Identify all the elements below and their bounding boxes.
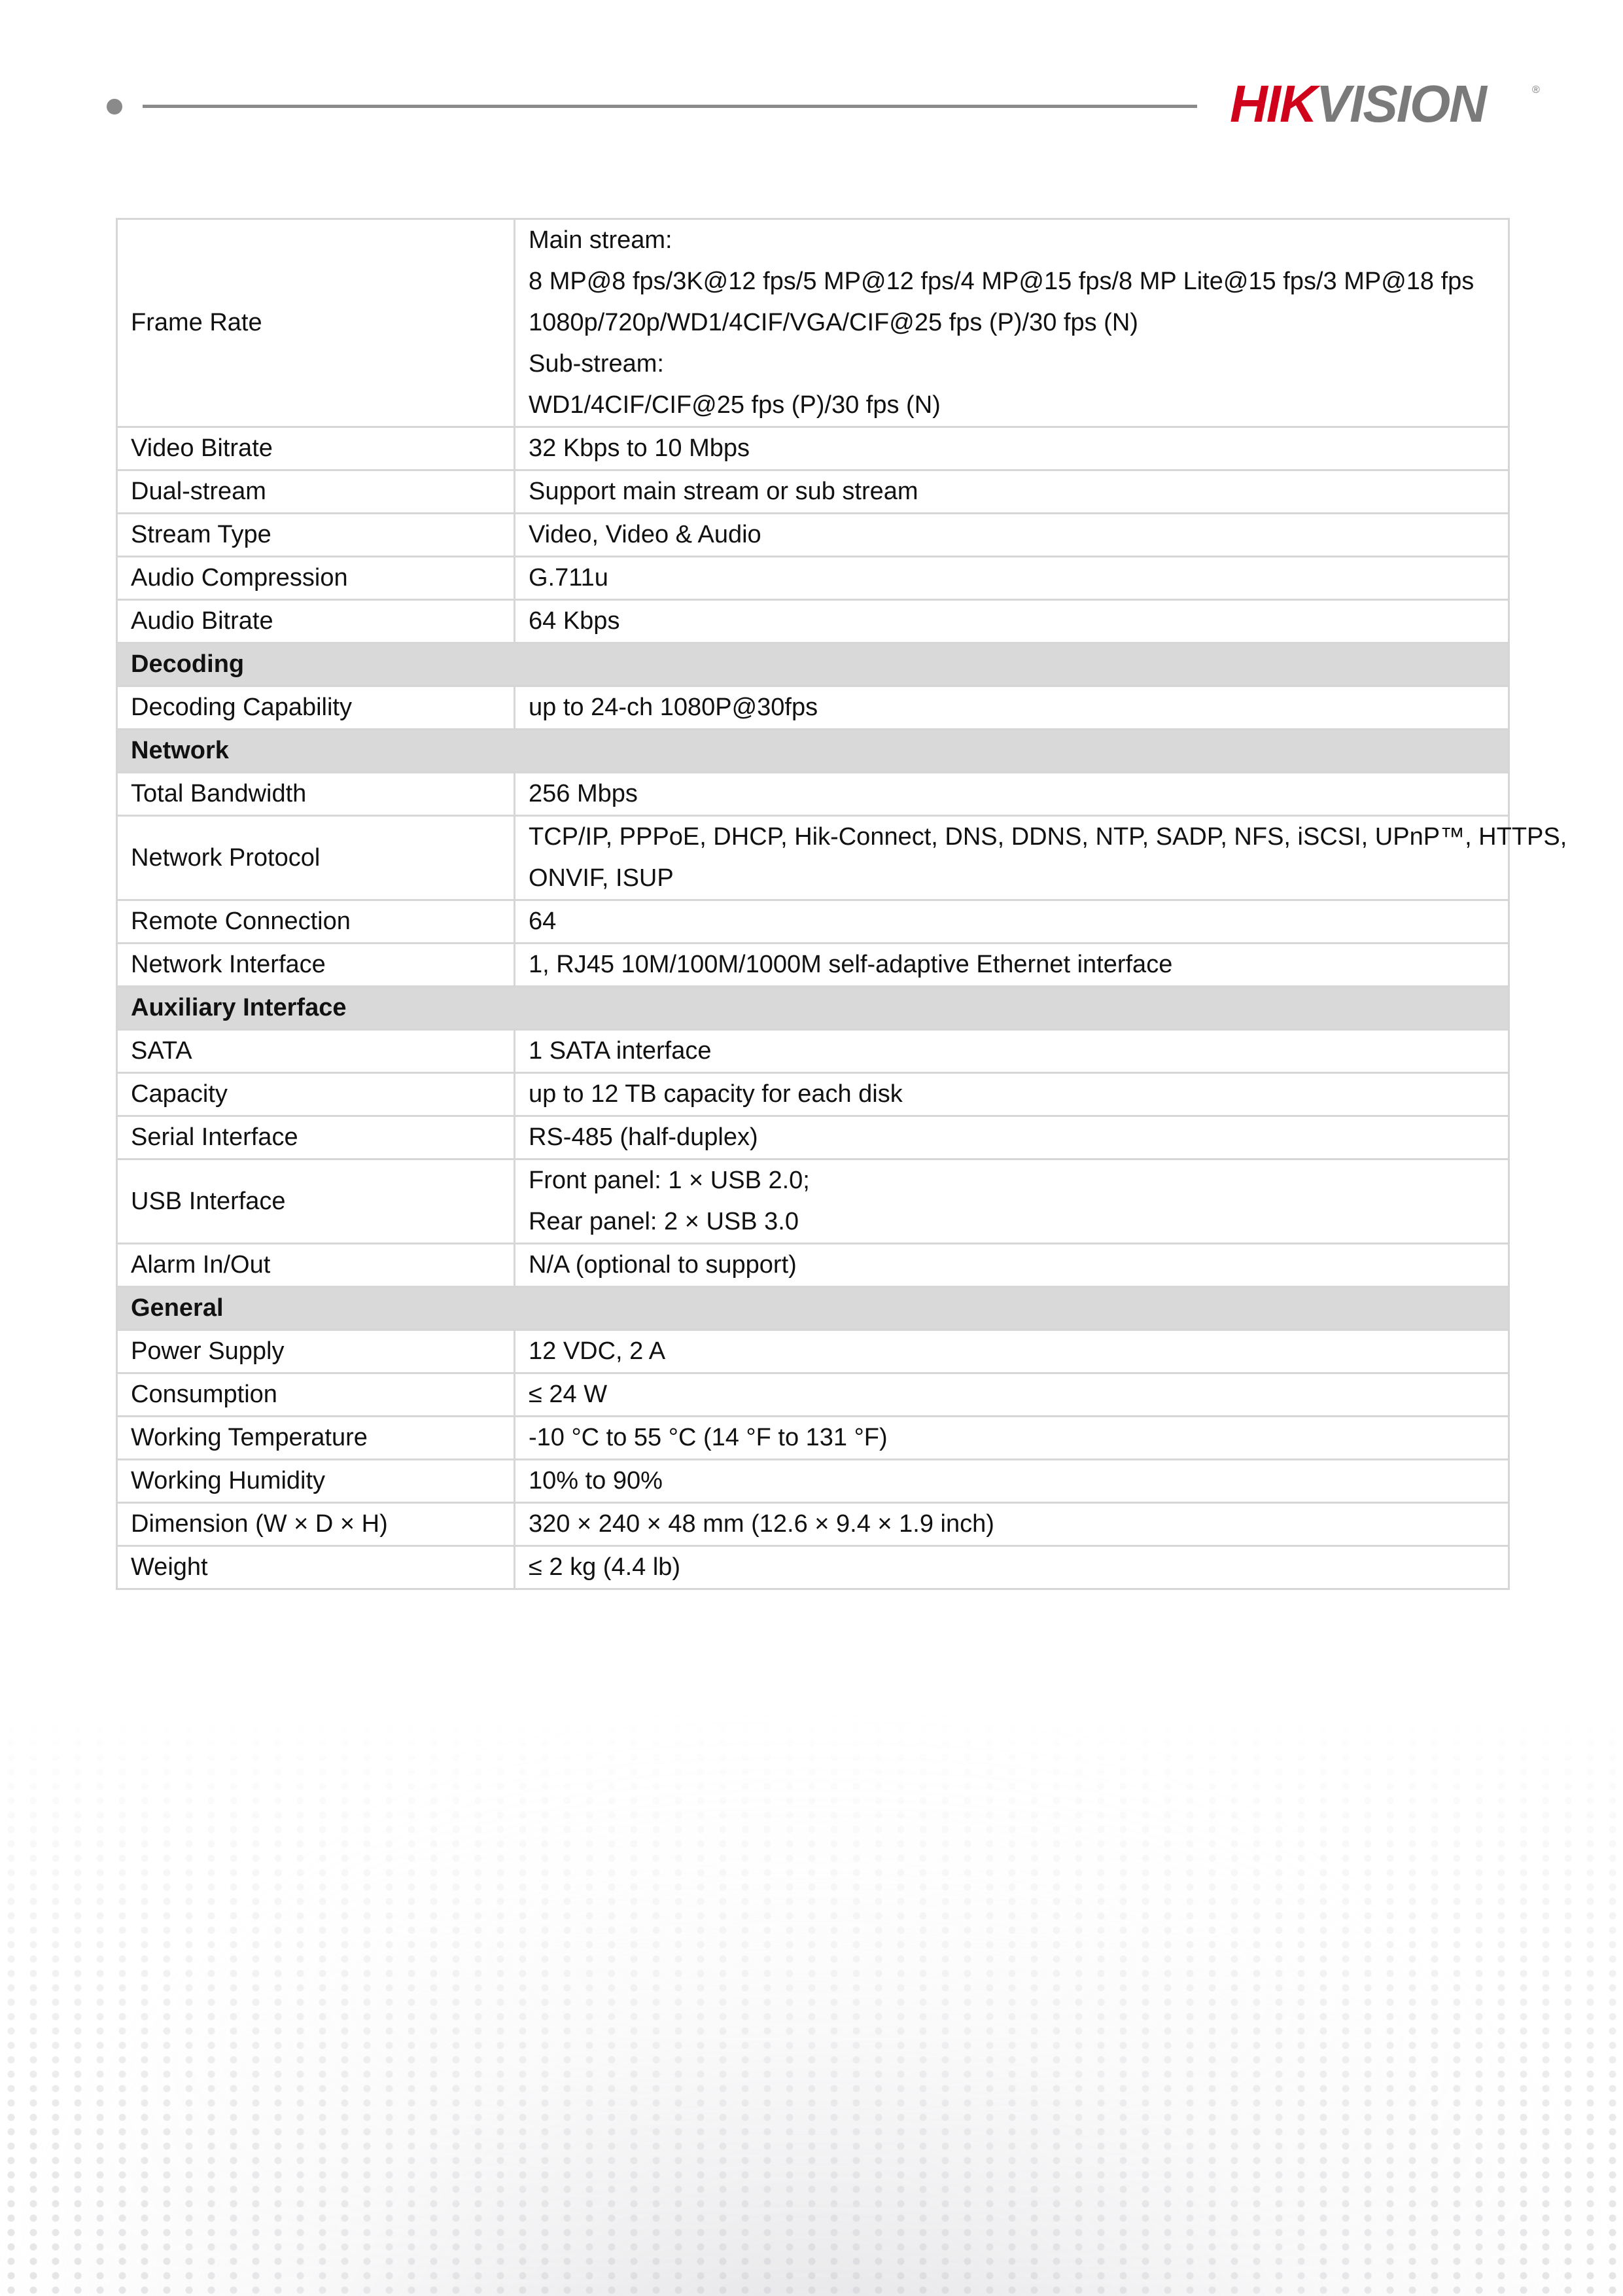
spec-row-sata [117,1030,1509,1073]
spec-value: 10% to 90% [515,1460,1509,1503]
spec-value: Support main stream or sub stream [515,470,1509,514]
spec-label: Audio Compression [117,557,515,600]
section-header-general [117,1287,1509,1330]
spec-row-power-supply [117,1330,1509,1373]
spec-label: Stream Type [117,514,515,557]
spec-row-frame-rate [117,219,1509,427]
spec-row-decoding-capability [117,686,1509,730]
section-title: Network [117,730,1509,773]
section-header-decoding [117,643,1509,686]
spec-row-network-protocol [117,816,1509,900]
spec-label: Network Protocol [117,816,515,900]
spec-value [515,219,1509,427]
spec-value: 256 Mbps [515,773,1509,816]
spec-label: Serial Interface [117,1116,515,1159]
spec-row-weight [117,1546,1509,1589]
spec-label: USB Interface [117,1159,515,1244]
spec-label: Total Bandwidth [117,773,515,816]
spec-row-audio-compression [117,557,1509,600]
spec-label: Video Bitrate [117,427,515,470]
spec-value [515,816,1567,900]
spec-label: Dual-stream [117,470,515,514]
spec-value-line: 1080p/720p/WD1/4CIF/VGA/CIF@25 fps (P)/30 fps (N) [529,309,1138,336]
spec-row-stream-type [117,514,1509,557]
spec-label: Audio Bitrate [117,600,515,643]
spec-value-line: Front panel: 1 × USB 2.0; [529,1167,810,1194]
spec-row-total-bandwidth [117,773,1509,816]
header-bullet-dot [107,99,122,115]
spec-label: Dimension (W × D × H) [117,1503,515,1546]
spec-label: Network Interface [117,944,515,987]
spec-value: 64 [515,900,1509,944]
spec-row-working-humidity [117,1460,1509,1503]
spec-row-video-bitrate [117,427,1509,470]
spec-row-working-temperature [117,1417,1509,1460]
spec-value: ≤ 2 kg (4.4 lb) [515,1546,1509,1589]
spec-row-remote-connection [117,900,1509,944]
spec-value: 32 Kbps to 10 Mbps [515,427,1509,470]
spec-value: -10 °C to 55 °C (14 °F to 131 °F) [515,1417,1509,1460]
spec-value-line: WD1/4CIF/CIF@25 fps (P)/30 fps (N) [529,391,941,419]
section-title: General [117,1287,1509,1330]
spec-label: Working Humidity [117,1460,515,1503]
spec-row-capacity [117,1073,1509,1116]
spec-value: G.711u [515,557,1509,600]
spec-value: 320 × 240 × 48 mm (12.6 × 9.4 × 1.9 inch) [515,1503,1509,1546]
svg-text:HIKVISION: HIKVISION [1230,77,1486,130]
section-header-network [117,730,1509,773]
spec-value: up to 24-ch 1080P@30fps [515,686,1509,730]
spec-value: up to 12 TB capacity for each disk [515,1073,1509,1116]
specification-table [116,218,1567,1590]
spec-label: Consumption [117,1373,515,1417]
spec-label: SATA [117,1030,515,1073]
spec-label: Power Supply [117,1330,515,1373]
section-title: Auxiliary Interface [117,987,1509,1030]
spec-value: 1 SATA interface [515,1030,1509,1073]
spec-label: Frame Rate [117,219,515,427]
spec-label: Alarm In/Out [117,1244,515,1287]
spec-value-line: TCP/IP, PPPoE, DHCP, Hik-Connect, DNS, DDNS, NTP, SADP, NFS, iSCSI, UPnP™, HTTPS, [529,823,1567,851]
spec-row-consumption [117,1373,1509,1417]
spec-value: Video, Video & Audio [515,514,1509,557]
spec-row-usb-interface [117,1159,1509,1244]
spec-row-alarm-in-out [117,1244,1509,1287]
spec-value: 1, RJ45 10M/100M/1000M self-adaptive Ethernet interface [515,944,1509,987]
section-title: Decoding [117,643,1509,686]
section-header-auxiliary-interface [117,987,1509,1030]
spec-row-dimension [117,1503,1509,1546]
spec-label: Remote Connection [117,900,515,944]
spec-value-line: Sub-stream: [529,350,664,378]
spec-value: N/A (optional to support) [515,1244,1509,1287]
spec-row-dual-stream [117,470,1509,514]
spec-value: 12 VDC, 2 A [515,1330,1509,1373]
svg-text:®: ® [1532,84,1540,96]
spec-value-line: Rear panel: 2 × USB 3.0 [529,1208,799,1235]
spec-value-line: 8 MP@8 fps/3K@12 fps/5 MP@12 fps/4 MP@15 fps/8 MP Lite@15 fps/3 MP@18 fps [529,268,1475,295]
spec-label: Capacity [117,1073,515,1116]
spec-value: ≤ 24 W [515,1373,1509,1417]
spec-row-audio-bitrate [117,600,1509,643]
spec-row-serial-interface [117,1116,1509,1159]
spec-label: Working Temperature [117,1417,515,1460]
spec-value-line: Main stream: [529,226,672,254]
hikvision-logo [1230,77,1544,130]
spec-value [515,1159,1509,1244]
spec-label: Decoding Capability [117,686,515,730]
header-rule-line [143,105,1197,108]
background-dot-pattern [0,1707,1623,2296]
spec-value-line: ONVIF, ISUP [529,864,674,892]
spec-label: Weight [117,1546,515,1589]
spec-value: 64 Kbps [515,600,1509,643]
spec-row-network-interface [117,944,1509,987]
spec-value: RS-485 (half-duplex) [515,1116,1509,1159]
